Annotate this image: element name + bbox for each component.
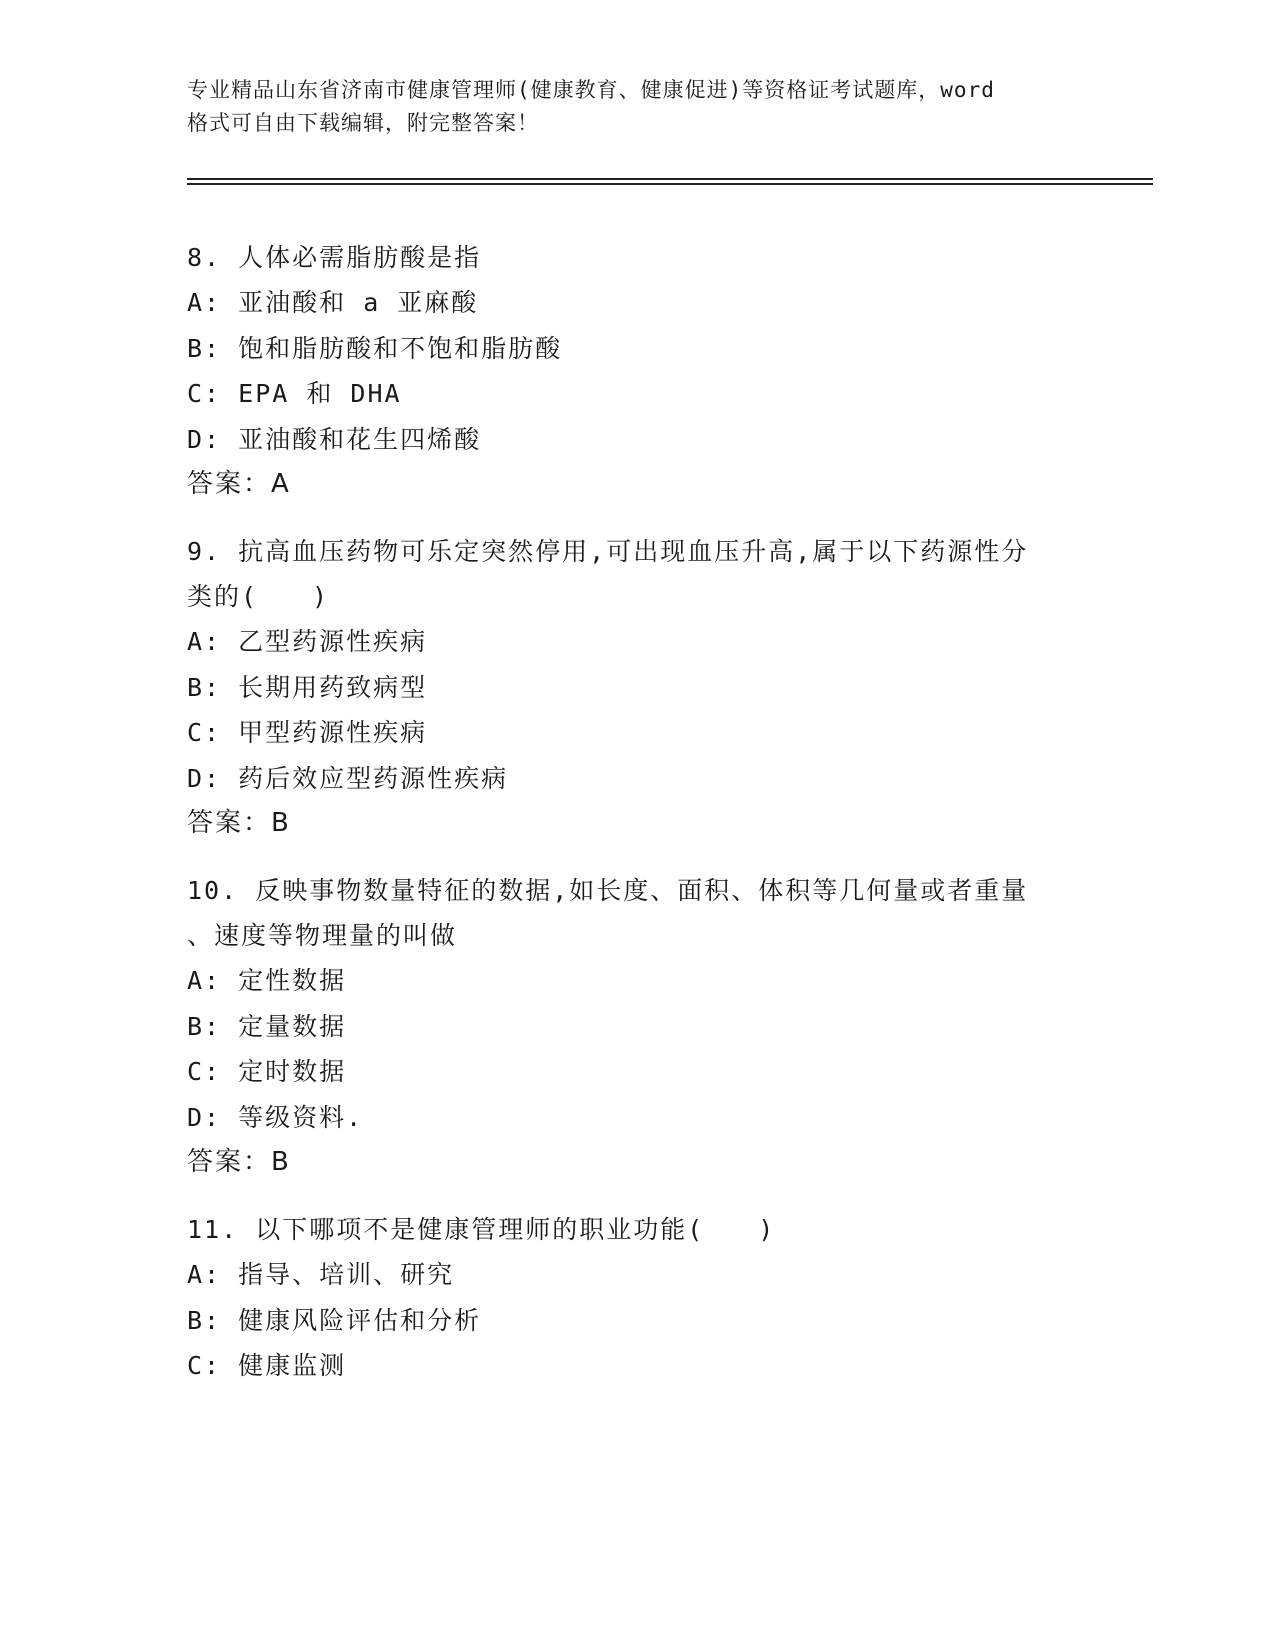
question-stem-line-1: 10. 反映事物数量特征的数据,如长度、面积、体积等几何量或者重量	[187, 876, 1029, 905]
question-11	[187, 1207, 1087, 1389]
header-note	[187, 74, 1087, 140]
option-c: C: EPA 和 DHA	[187, 379, 402, 408]
option-a: A: 指导、培训、研究	[187, 1260, 455, 1289]
question-10	[187, 868, 1087, 1185]
option-b: B: 健康风险评估和分析	[187, 1305, 482, 1335]
answer: 答案：A	[187, 469, 291, 499]
header-note-line-1: 专业精品山东省济南市健康管理师(健康教育、健康促进)等资格证考试题库，word	[187, 78, 995, 102]
option-c: C: 定时数据	[187, 1057, 347, 1086]
option-c: C: 健康监测	[187, 1351, 347, 1380]
option-a: A: 乙型药源性疾病	[187, 627, 428, 656]
option-a: A: 亚油酸和 a 亚麻酸	[187, 288, 479, 317]
option-d: D: 亚油酸和花生四烯酸	[187, 424, 482, 454]
option-b: B: 饱和脂肪酸和不饱和脂肪酸	[187, 333, 563, 363]
answer: 答案：B	[187, 808, 291, 838]
option-c: C: 甲型药源性疾病	[187, 718, 428, 747]
option-d: D: 等级资料.	[187, 1102, 364, 1132]
question-9	[187, 529, 1087, 846]
question-list	[187, 235, 1087, 1411]
question-stem-line-2: 、速度等物理量的叫做	[187, 921, 458, 950]
option-a: A: 定性数据	[187, 966, 347, 995]
header-divider-bottom	[187, 183, 1153, 185]
header-divider-top	[187, 178, 1153, 180]
option-d: D: 药后效应型药源性疾病	[187, 763, 509, 793]
question-stem-line-1: 9. 抗高血压药物可乐定突然停用,可出现血压升高,属于以下药源性分	[187, 537, 1029, 566]
question-stem-line-2: 类的( )	[187, 582, 330, 611]
question-stem: 11. 以下哪项不是健康管理师的职业功能( )	[187, 1215, 776, 1244]
header-note-line-2: 格式可自由下载编辑，附完整答案！	[187, 111, 539, 135]
option-b: B: 定量数据	[187, 1011, 347, 1041]
question-8	[187, 235, 1087, 507]
answer: 答案：B	[187, 1147, 291, 1177]
question-stem: 8. 人体必需脂肪酸是指	[187, 243, 482, 272]
option-b: B: 长期用药致病型	[187, 672, 428, 702]
